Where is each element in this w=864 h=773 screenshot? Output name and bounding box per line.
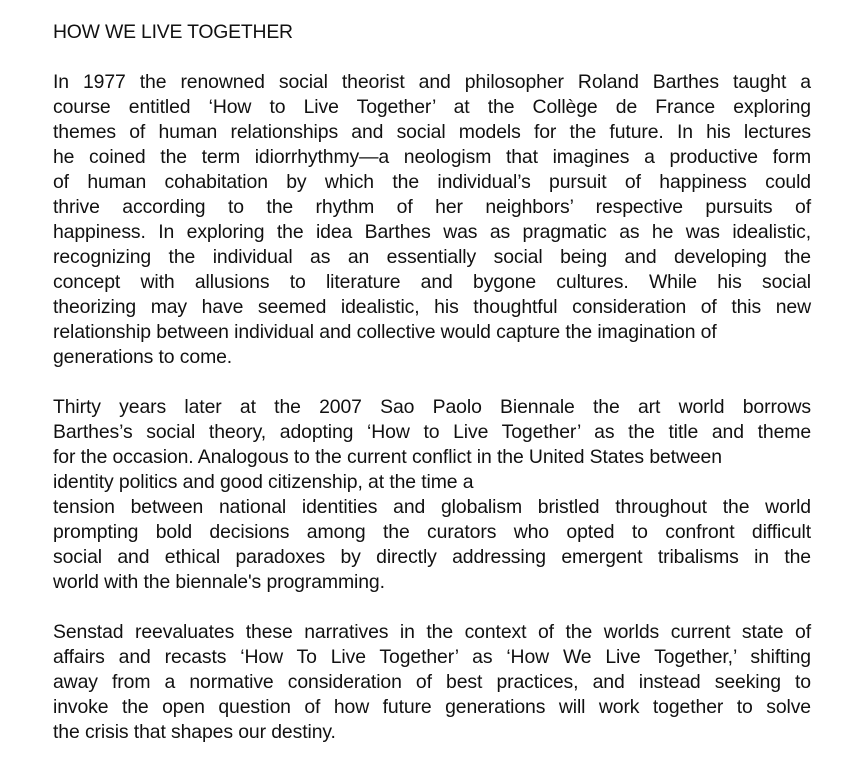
text-line: In 1977 the renowned social theorist and philosopher Roland Barthes taught a — [53, 71, 811, 93]
text-line: invoke the open question of how future generations will work together to solve — [53, 696, 811, 718]
paragraph-barthes — [53, 70, 811, 370]
text-line: prompting bold decisions among the curators who opted to confront difficult — [53, 521, 811, 543]
text-line: for the occasion. Analogous to the current conflict in the United States between — [53, 446, 722, 468]
paragraph-senstad — [53, 620, 811, 745]
text-line: world with the biennale's programming. — [53, 571, 385, 593]
text-line: concept with allusions to literature and bygone cultures. While his social — [53, 271, 811, 293]
text-line: Thirty years later at the 2007 Sao Paolo Biennale the art world borrows — [53, 396, 811, 418]
text-line: Barthes’s social theory, adopting ‘How to Live Together’ as the title and theme — [53, 421, 811, 443]
text-line: social and ethical paradoxes by directly addressing emergent tribalisms in the — [53, 546, 811, 568]
text-line: of human cohabitation by which the individual’s pursuit of happiness could — [53, 171, 811, 193]
text-line: generations to come. — [53, 346, 233, 368]
text-line: themes of human relationships and social models for the future. In his lectures — [53, 121, 811, 143]
text-line: relationship between individual and collective would capture the imagination of — [53, 321, 717, 343]
text-line: course entitled ‘How to Live Together’ at the Collège de France exploring — [53, 96, 811, 118]
text-line: recognizing the individual as an essentially social being and developing the — [53, 246, 811, 268]
text-line: he coined the term idiorrhythmy—a neologism that imagines a productive form — [53, 146, 811, 168]
text-line: away from a normative consideration of best practices, and instead seeking to — [53, 671, 811, 693]
text-line: identity politics and good citizenship, at the time a — [53, 471, 474, 493]
document-title: HOW WE LIVE TOGETHER — [53, 21, 293, 43]
text-line: the crisis that shapes our destiny. — [53, 721, 336, 743]
text-line: happiness. In exploring the idea Barthes was as pragmatic as he was idealistic, — [53, 221, 811, 243]
text-line: thrive according to the rhythm of her neighbors’ respective pursuits of — [53, 196, 811, 218]
document-page — [53, 20, 811, 745]
text-line: theorizing may have seemed idealistic, his thoughtful consideration of this new — [53, 296, 811, 318]
paragraph-biennale — [53, 395, 811, 595]
text-line: tension between national identities and globalism bristled throughout the world — [53, 496, 811, 518]
text-line: Senstad reevaluates these narratives in the context of the worlds current state of — [53, 621, 811, 643]
text-line: affairs and recasts ‘How To Live Together’ as ‘How We Live Together,’ shifting — [53, 646, 811, 668]
